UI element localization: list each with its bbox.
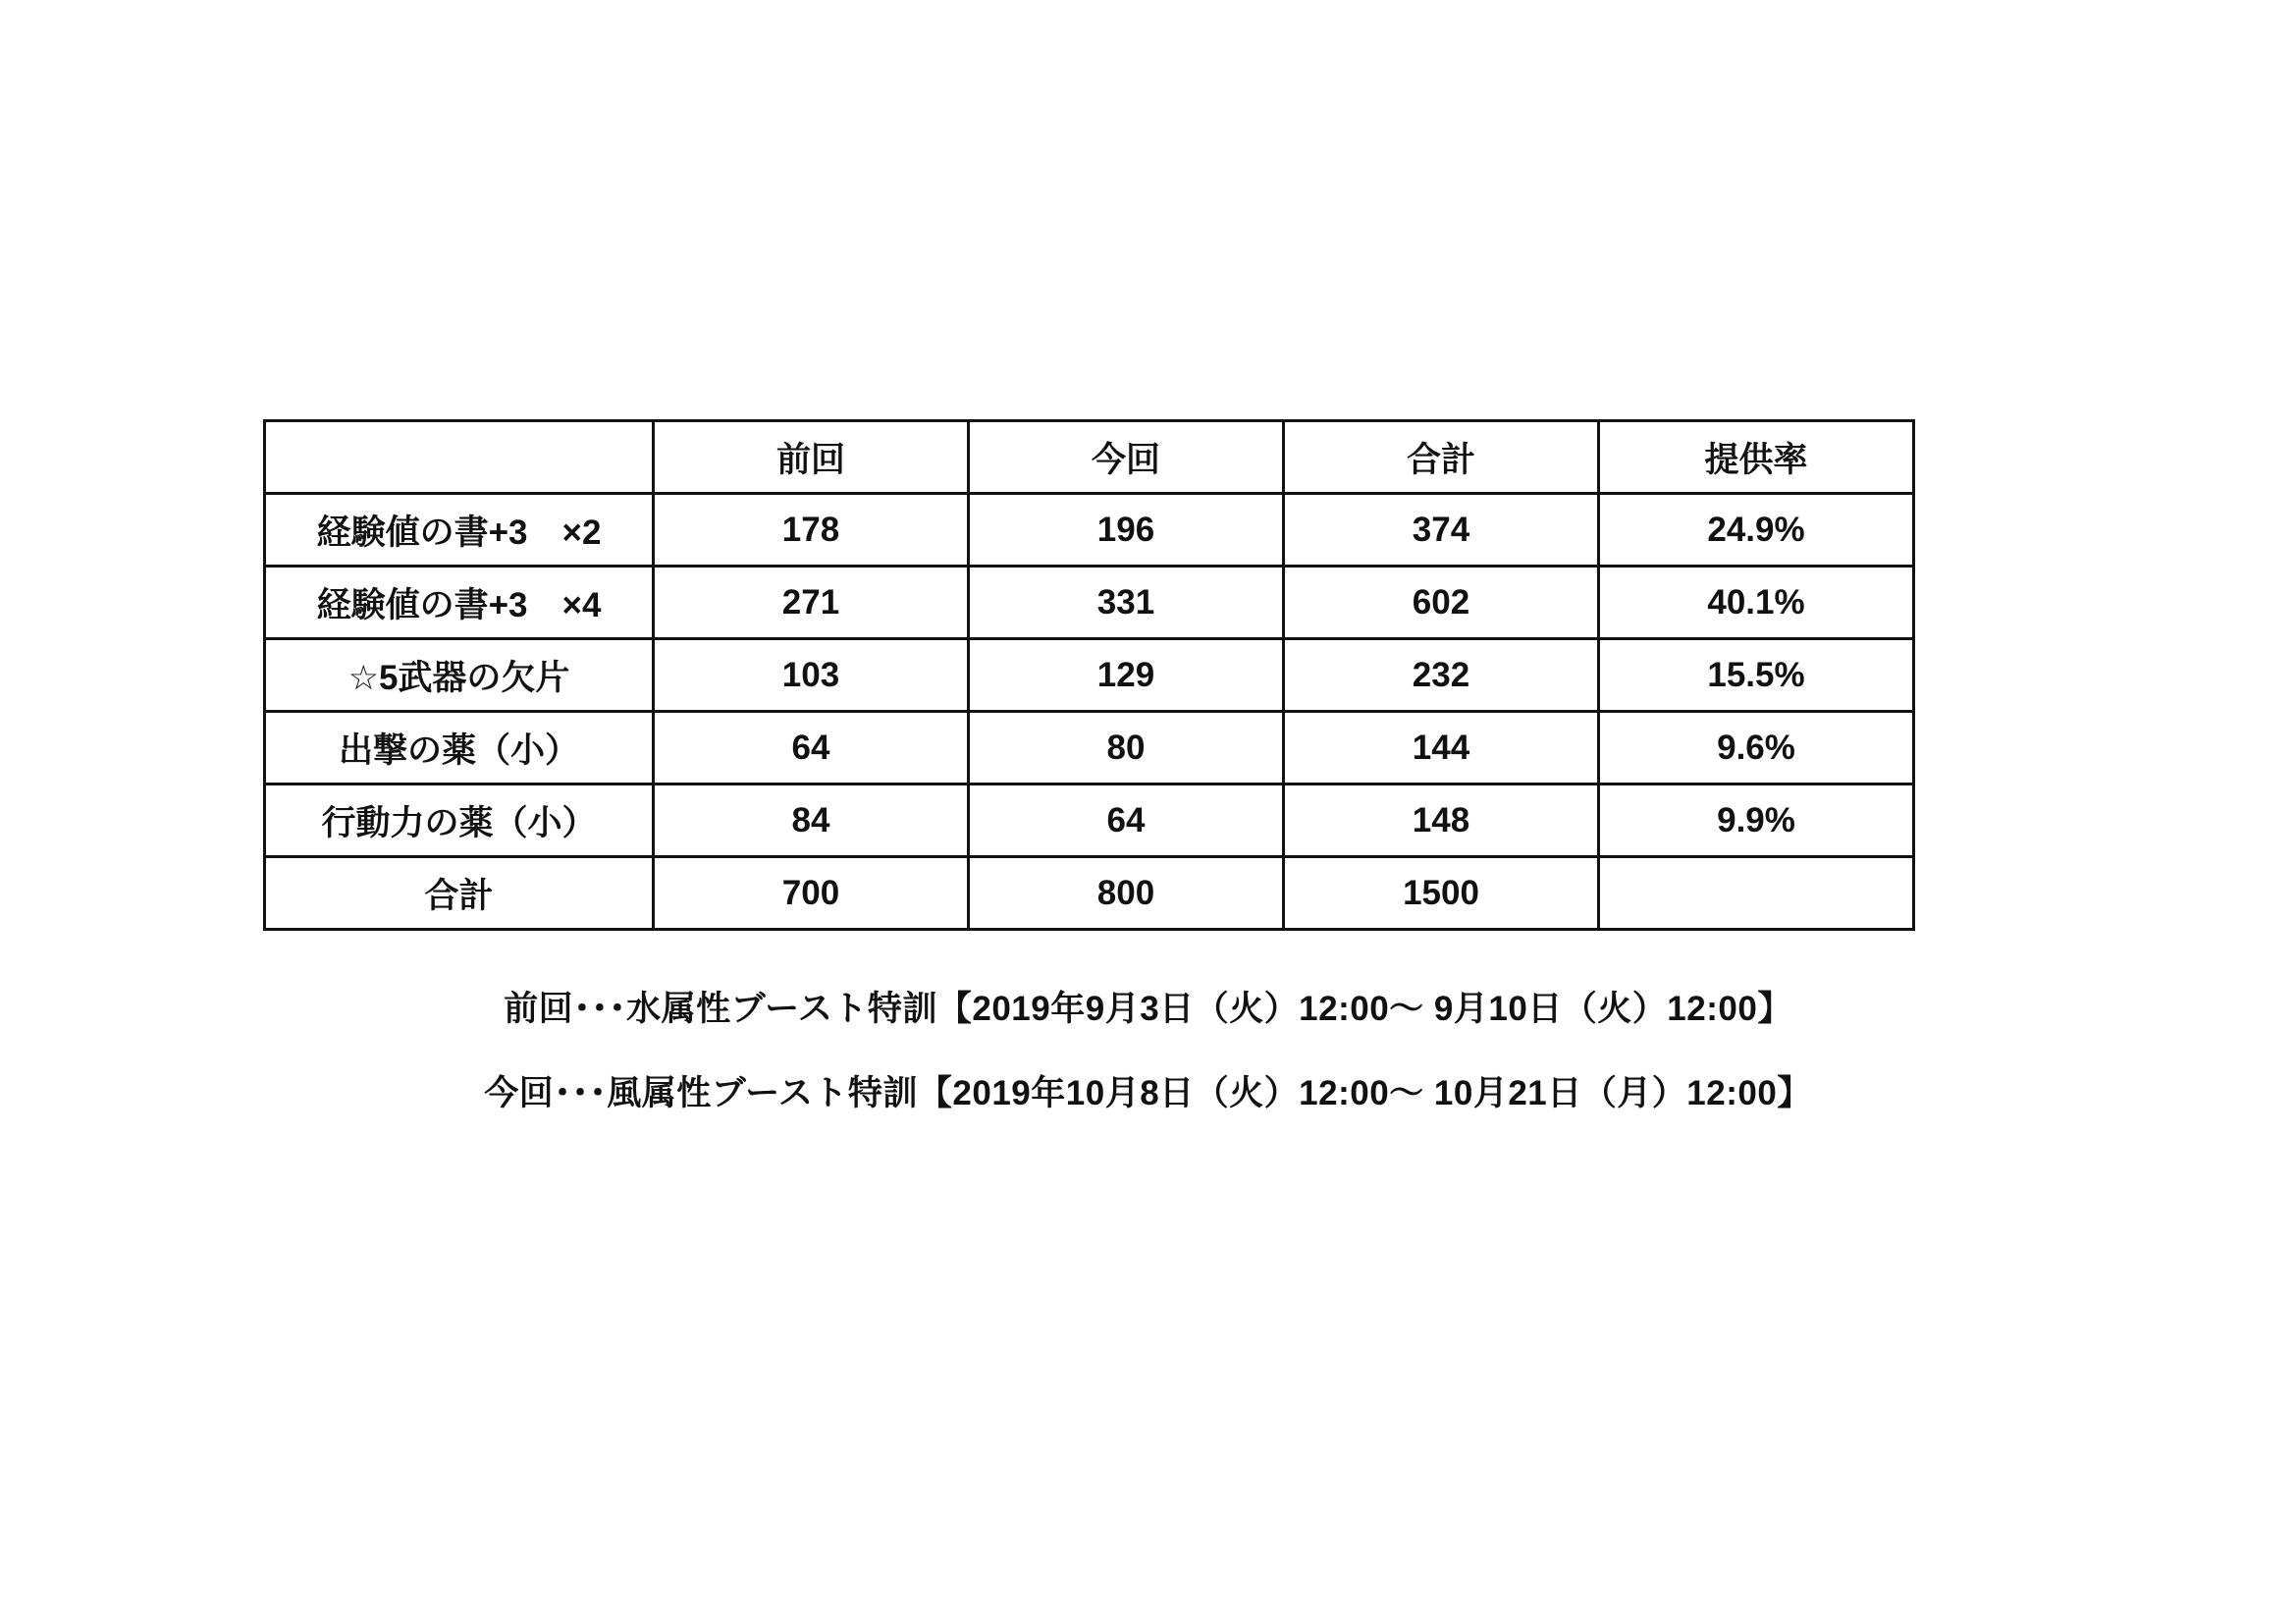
- row-rate-value: 9.6%: [1599, 712, 1914, 784]
- notes-block: [0, 982, 2296, 1151]
- table-header-cell-blank: [265, 421, 654, 494]
- row-prev-value: 84: [654, 784, 969, 857]
- row-label: ☆5武器の欠片: [265, 639, 654, 712]
- row-current-value: 196: [969, 494, 1284, 567]
- row-rate-value: [1599, 857, 1914, 930]
- table-row: [265, 567, 1914, 639]
- table-header-cell-prev: 前回: [654, 421, 969, 494]
- drop-rate-table: [263, 419, 1915, 931]
- row-label: 経験値の書+3 ×2: [265, 494, 654, 567]
- row-total-value: 232: [1284, 639, 1599, 712]
- row-rate-value: 24.9%: [1599, 494, 1914, 567]
- table-row: [265, 712, 1914, 784]
- row-prev-value: 103: [654, 639, 969, 712]
- row-total-value: 148: [1284, 784, 1599, 857]
- row-prev-value: 178: [654, 494, 969, 567]
- table-row: [265, 784, 1914, 857]
- table-row: [265, 494, 1914, 567]
- row-rate-value: 40.1%: [1599, 567, 1914, 639]
- table-header-row: [265, 421, 1914, 494]
- row-current-value: 64: [969, 784, 1284, 857]
- row-total-value: 602: [1284, 567, 1599, 639]
- note-current-event: 今回･･･風属性ブースト特訓【2019年10月8日（火）12:00～ 10月21日（月）12:00】: [484, 1074, 1812, 1112]
- row-total-value: 1500: [1284, 857, 1599, 930]
- row-label: 経験値の書+3 ×4: [265, 567, 654, 639]
- row-total-value: 144: [1284, 712, 1599, 784]
- table-header-cell-current: 今回: [969, 421, 1284, 494]
- row-label: 合計: [265, 857, 654, 930]
- row-total-value: 374: [1284, 494, 1599, 567]
- table-total-row: [265, 857, 1914, 930]
- row-prev-value: 700: [654, 857, 969, 930]
- note-previous-event: 前回･･･水属性ブースト特訓【2019年9月3日（火）12:00～ 9月10日（火）12:00】: [504, 990, 1792, 1028]
- drop-rate-table-container: [263, 419, 1912, 931]
- row-rate-value: 9.9%: [1599, 784, 1914, 857]
- row-prev-value: 271: [654, 567, 969, 639]
- row-rate-value: 15.5%: [1599, 639, 1914, 712]
- table-header-cell-rate: 提供率: [1599, 421, 1914, 494]
- row-label: 行動力の薬（小）: [265, 784, 654, 857]
- table-row: [265, 639, 1914, 712]
- row-label: 出撃の薬（小）: [265, 712, 654, 784]
- table-header-cell-total: 合計: [1284, 421, 1599, 494]
- row-current-value: 331: [969, 567, 1284, 639]
- row-current-value: 129: [969, 639, 1284, 712]
- row-current-value: 800: [969, 857, 1284, 930]
- row-current-value: 80: [969, 712, 1284, 784]
- row-prev-value: 64: [654, 712, 969, 784]
